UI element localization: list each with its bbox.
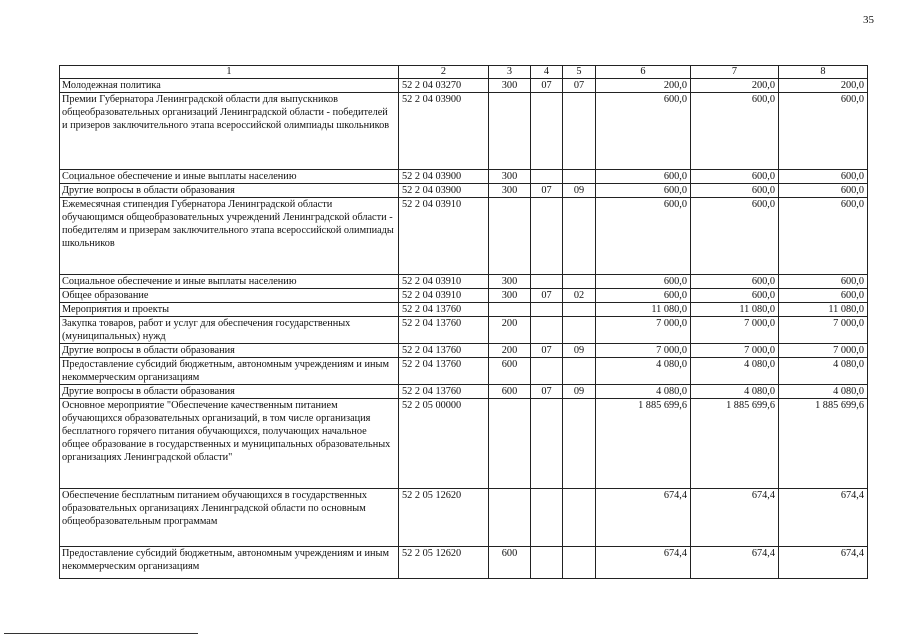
row-code-cell: 52 2 04 13760 — [399, 344, 489, 358]
row-amount-year2-cell: 600,0 — [691, 184, 779, 198]
row-amount-year3-cell: 600,0 — [779, 170, 868, 184]
row-subsection-cell — [563, 170, 596, 184]
row-amount-year2-cell: 11 080,0 — [691, 303, 779, 317]
row-code-cell: 52 2 05 00000 — [399, 399, 489, 489]
row-amount-year2-cell: 600,0 — [691, 170, 779, 184]
row-amount-year1-cell: 200,0 — [596, 79, 691, 93]
row-amount-year3-cell: 4 080,0 — [779, 385, 868, 399]
budget-table — [59, 65, 868, 579]
row-expense-type-cell — [489, 489, 531, 547]
row-expense-type-cell: 200 — [489, 344, 531, 358]
footer-divider — [4, 633, 198, 634]
row-subsection-cell — [563, 399, 596, 489]
row-expense-type-cell: 300 — [489, 275, 531, 289]
row-subsection-cell: 09 — [563, 184, 596, 198]
table-row — [60, 79, 868, 93]
row-code-cell: 52 2 04 03910 — [399, 275, 489, 289]
row-code-cell: 52 2 04 03900 — [399, 170, 489, 184]
table-row — [60, 93, 868, 170]
header-cell: 8 — [779, 66, 868, 79]
row-name-cell: Общее образование — [60, 289, 399, 303]
row-code-cell: 52 2 04 13760 — [399, 358, 489, 385]
row-amount-year3-cell: 200,0 — [779, 79, 868, 93]
table-row — [60, 198, 868, 275]
row-name-cell: Социальное обеспечение и иные выплаты населению — [60, 275, 399, 289]
row-subsection-cell — [563, 547, 596, 579]
row-name-cell: Премии Губернатора Ленинградской области для выпускников общеобразовательных организаций Ленинградской области - победителей и призеров заключительного этапа всероссийской олимпиады школьников — [60, 93, 399, 170]
row-amount-year2-cell: 674,4 — [691, 489, 779, 547]
row-expense-type-cell: 300 — [489, 184, 531, 198]
row-name-cell: Молодежная политика — [60, 79, 399, 93]
row-code-cell: 52 2 05 12620 — [399, 547, 489, 579]
row-name-cell: Основное мероприятие "Обеспечение качественным питанием обучающихся образовательных организаций, в том числе организация бесплатного горячего питания обучающихся, получающих начальное общее образование в государственных и муниципальных образовательных организациях Ленинградской области" — [60, 399, 399, 489]
table-row — [60, 489, 868, 547]
row-amount-year3-cell: 674,4 — [779, 547, 868, 579]
row-amount-year2-cell: 600,0 — [691, 198, 779, 275]
row-amount-year3-cell: 600,0 — [779, 289, 868, 303]
row-code-cell: 52 2 04 13760 — [399, 303, 489, 317]
table-header-row — [60, 66, 868, 79]
row-name-cell: Другие вопросы в области образования — [60, 184, 399, 198]
row-amount-year1-cell: 4 080,0 — [596, 385, 691, 399]
row-subsection-cell: 02 — [563, 289, 596, 303]
row-amount-year1-cell: 600,0 — [596, 289, 691, 303]
page-number: 35 — [863, 14, 874, 26]
row-section-cell — [531, 275, 563, 289]
row-section-cell — [531, 303, 563, 317]
row-amount-year3-cell: 4 080,0 — [779, 358, 868, 385]
row-code-cell: 52 2 04 03900 — [399, 184, 489, 198]
header-cell: 1 — [60, 66, 399, 79]
row-section-cell: 07 — [531, 184, 563, 198]
row-amount-year1-cell: 600,0 — [596, 275, 691, 289]
row-subsection-cell — [563, 93, 596, 170]
row-subsection-cell — [563, 275, 596, 289]
row-expense-type-cell — [489, 399, 531, 489]
row-name-cell: Другие вопросы в области образования — [60, 344, 399, 358]
row-name-cell: Мероприятия и проекты — [60, 303, 399, 317]
row-amount-year1-cell: 4 080,0 — [596, 358, 691, 385]
row-expense-type-cell: 600 — [489, 358, 531, 385]
row-amount-year1-cell: 11 080,0 — [596, 303, 691, 317]
row-code-cell: 52 2 04 03900 — [399, 93, 489, 170]
table-row — [60, 385, 868, 399]
row-amount-year3-cell: 11 080,0 — [779, 303, 868, 317]
row-section-cell: 07 — [531, 344, 563, 358]
table-row — [60, 170, 868, 184]
row-subsection-cell — [563, 303, 596, 317]
row-name-cell: Предоставление субсидий бюджетным, автономным учреждениям и иным некоммерческим организациям — [60, 547, 399, 579]
row-amount-year1-cell: 600,0 — [596, 198, 691, 275]
row-amount-year2-cell: 600,0 — [691, 93, 779, 170]
row-name-cell: Другие вопросы в области образования — [60, 385, 399, 399]
row-amount-year2-cell: 7 000,0 — [691, 317, 779, 344]
row-section-cell: 07 — [531, 289, 563, 303]
header-cell: 3 — [489, 66, 531, 79]
row-amount-year1-cell: 600,0 — [596, 184, 691, 198]
row-section-cell — [531, 358, 563, 385]
row-expense-type-cell: 200 — [489, 317, 531, 344]
row-code-cell: 52 2 04 03910 — [399, 289, 489, 303]
row-amount-year2-cell: 674,4 — [691, 547, 779, 579]
row-amount-year3-cell: 7 000,0 — [779, 317, 868, 344]
row-section-cell — [531, 198, 563, 275]
row-name-cell: Предоставление субсидий бюджетным, автономным учреждениям и иным некоммерческим организациям — [60, 358, 399, 385]
row-subsection-cell — [563, 489, 596, 547]
row-amount-year3-cell: 674,4 — [779, 489, 868, 547]
row-subsection-cell: 09 — [563, 385, 596, 399]
table-row — [60, 547, 868, 579]
row-amount-year3-cell: 600,0 — [779, 275, 868, 289]
row-expense-type-cell: 300 — [489, 79, 531, 93]
row-name-cell: Социальное обеспечение и иные выплаты населению — [60, 170, 399, 184]
row-expense-type-cell: 600 — [489, 547, 531, 579]
row-amount-year2-cell: 600,0 — [691, 275, 779, 289]
row-subsection-cell — [563, 198, 596, 275]
row-subsection-cell: 09 — [563, 344, 596, 358]
row-subsection-cell — [563, 358, 596, 385]
row-expense-type-cell — [489, 198, 531, 275]
row-amount-year2-cell: 4 080,0 — [691, 358, 779, 385]
row-name-cell: Обеспечение бесплатным питанием обучающихся в государственных образовательных организациях Ленинградской области по основным общеобразовательным программам — [60, 489, 399, 547]
row-section-cell — [531, 547, 563, 579]
row-amount-year2-cell: 1 885 699,6 — [691, 399, 779, 489]
header-cell: 5 — [563, 66, 596, 79]
row-amount-year3-cell: 600,0 — [779, 184, 868, 198]
row-amount-year1-cell: 674,4 — [596, 547, 691, 579]
row-amount-year2-cell: 200,0 — [691, 79, 779, 93]
table-row — [60, 275, 868, 289]
row-amount-year3-cell: 1 885 699,6 — [779, 399, 868, 489]
row-name-cell: Ежемесячная стипендия Губернатора Ленинградской области обучающимся общеобразовательных учреждений Ленинградской области - победителям и призерам заключительного этапа всероссийской олимпиады школьников — [60, 198, 399, 275]
row-expense-type-cell: 600 — [489, 385, 531, 399]
row-code-cell: 52 2 05 12620 — [399, 489, 489, 547]
header-cell: 7 — [691, 66, 779, 79]
table-row — [60, 184, 868, 198]
row-amount-year1-cell: 600,0 — [596, 93, 691, 170]
row-name-cell: Закупка товаров, работ и услуг для обеспечения государственных (муниципальных) нужд — [60, 317, 399, 344]
table-row — [60, 358, 868, 385]
row-subsection-cell: 07 — [563, 79, 596, 93]
row-section-cell — [531, 170, 563, 184]
row-amount-year1-cell: 674,4 — [596, 489, 691, 547]
header-cell: 6 — [596, 66, 691, 79]
row-section-cell — [531, 489, 563, 547]
row-section-cell — [531, 93, 563, 170]
row-code-cell: 52 2 04 03910 — [399, 198, 489, 275]
row-amount-year3-cell: 7 000,0 — [779, 344, 868, 358]
header-cell: 4 — [531, 66, 563, 79]
table-row — [60, 344, 868, 358]
row-amount-year3-cell: 600,0 — [779, 198, 868, 275]
row-amount-year2-cell: 4 080,0 — [691, 385, 779, 399]
row-amount-year1-cell: 1 885 699,6 — [596, 399, 691, 489]
row-section-cell — [531, 317, 563, 344]
row-section-cell: 07 — [531, 385, 563, 399]
row-section-cell: 07 — [531, 79, 563, 93]
row-amount-year2-cell: 600,0 — [691, 289, 779, 303]
row-amount-year1-cell: 600,0 — [596, 170, 691, 184]
row-expense-type-cell — [489, 93, 531, 170]
row-code-cell: 52 2 04 03270 — [399, 79, 489, 93]
row-code-cell: 52 2 04 13760 — [399, 317, 489, 344]
table-row — [60, 303, 868, 317]
row-amount-year1-cell: 7 000,0 — [596, 344, 691, 358]
header-cell: 2 — [399, 66, 489, 79]
row-amount-year1-cell: 7 000,0 — [596, 317, 691, 344]
row-expense-type-cell: 300 — [489, 289, 531, 303]
row-section-cell — [531, 399, 563, 489]
table-row — [60, 289, 868, 303]
table-row — [60, 399, 868, 489]
row-expense-type-cell — [489, 303, 531, 317]
row-amount-year2-cell: 7 000,0 — [691, 344, 779, 358]
row-subsection-cell — [563, 317, 596, 344]
row-expense-type-cell: 300 — [489, 170, 531, 184]
table-row — [60, 317, 868, 344]
row-code-cell: 52 2 04 13760 — [399, 385, 489, 399]
row-amount-year3-cell: 600,0 — [779, 93, 868, 170]
